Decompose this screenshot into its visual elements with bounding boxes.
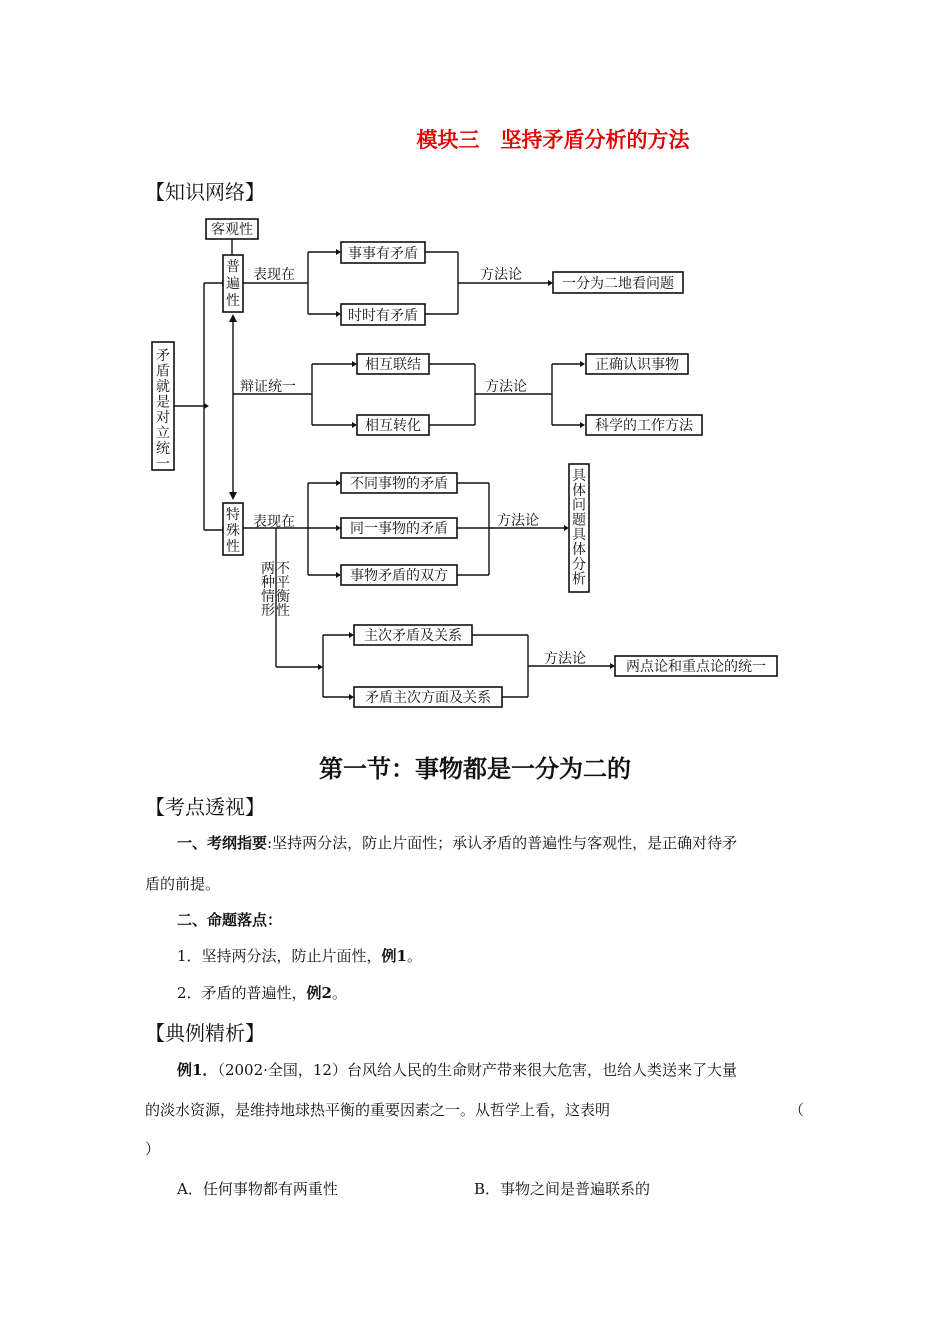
manifest-in-label-2: 表现在 (253, 514, 295, 530)
point-1-text: 1．坚持两分法，防止片面性， (177, 947, 382, 965)
unbalanced-label: 不平衡性 (276, 561, 290, 619)
outline-text: 坚持两分法，防止片面性；承认矛盾的普遍性与客观性，是正确对待矛 (272, 834, 738, 852)
knowledge-network-heading: 【知识网络】 (145, 180, 265, 204)
outline-line (177, 832, 737, 854)
methodology-label-4: 方法论 (544, 651, 586, 667)
same-thing-label: 同一事物的矛盾 (350, 521, 448, 537)
point-1 (177, 945, 422, 967)
point-2-end: 。 (331, 984, 347, 1002)
point-2-text: 2．矛盾的普遍性， (177, 984, 307, 1002)
both-sides-label: 事物矛盾的双方 (350, 568, 448, 584)
point-1-ref: 例1 (381, 947, 407, 965)
scientific-method-label: 科学的工作方法 (595, 418, 693, 434)
point-2 (177, 982, 347, 1004)
methodology-label-3: 方法论 (497, 513, 539, 529)
correct-understanding-label: 正确认识事物 (595, 357, 679, 373)
focus-points-heading: 二、命题落点： (177, 911, 283, 929)
option-a: A．任何事物都有两重性 (177, 1180, 338, 1198)
section-title: 第一节：事物都是一分为二的 (319, 755, 631, 783)
two-cases-label: 两种情形 (261, 561, 275, 619)
objectivity-label: 客观性 (211, 222, 253, 238)
module-title: 模块三 坚持矛盾分析的方法 (416, 128, 690, 152)
particularity-label: 特殊性 (226, 507, 240, 555)
dialectical-unity-label: 辩证统一 (240, 379, 296, 395)
principal-secondary-contradiction-label: 主次矛盾及关系 (364, 628, 462, 644)
exam-focus-heading: 【考点透视】 (145, 795, 265, 819)
concrete-analysis-label: 具体问题具体分析 (572, 468, 586, 588)
option-b: B．事物之间是普遍联系的 (474, 1180, 651, 1198)
things-have-contradictions-label: 事事有矛盾 (348, 246, 418, 262)
point-1-end: 。 (406, 947, 422, 965)
universality-label: 普遍性 (226, 259, 240, 309)
two-point-key-point-label: 两点论和重点论的统一 (626, 659, 766, 675)
always-have-contradictions-label: 时时有矛盾 (348, 308, 418, 324)
knowledge-network-diagram (140, 205, 800, 715)
typical-examples-heading: 【典例精析】 (145, 1021, 265, 1045)
see-in-two-label: 一分为二地看问题 (562, 276, 674, 292)
outline-text-cont: 盾的前提。 (145, 875, 221, 893)
principal-secondary-aspect-label: 矛盾主次方面及关系 (365, 690, 491, 706)
mutual-link-label: 相互联结 (365, 357, 421, 373)
example-1-text: （2002·全国，12）台风给人民的生命财产带来很大危害，也给人类送来了大量 (217, 1061, 737, 1079)
manifest-in-label-1: 表现在 (253, 267, 295, 283)
different-things-label: 不同事物的矛盾 (350, 476, 448, 492)
outline-colon: : (267, 834, 273, 852)
example-1-label: 例1． (177, 1061, 218, 1079)
methodology-label-2: 方法论 (485, 379, 527, 395)
example-1-text-cont: 的淡水资源，是维持地球热平衡的重要因素之一。从哲学上看，这表明 (145, 1101, 611, 1119)
answer-paren-open: （ (789, 1101, 805, 1119)
point-2-ref: 例2 (306, 984, 332, 1002)
example-1-line (177, 1059, 737, 1081)
outline-prefix: 一、考纲指要 (177, 834, 268, 852)
mutual-transform-label: 相互转化 (365, 418, 421, 434)
answer-paren-close: ） (145, 1140, 161, 1158)
methodology-label-1: 方法论 (480, 267, 522, 283)
root-label: 矛盾就是对立统一 (156, 348, 170, 473)
